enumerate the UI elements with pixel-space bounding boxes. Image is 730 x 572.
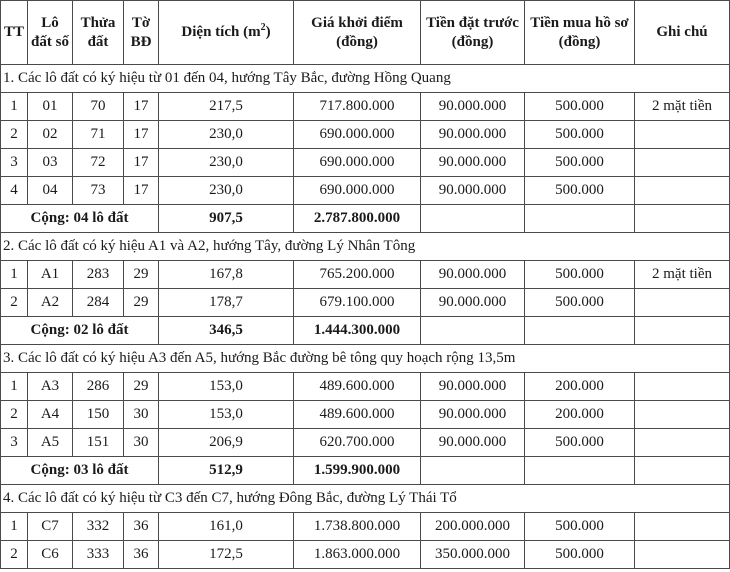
cell-deposit: 90.000.000 (421, 93, 525, 121)
cell-lot: C7 (28, 513, 73, 541)
table-row (1, 429, 730, 457)
cell-deposit: 350.000.000 (421, 541, 525, 569)
cell-start-price: 489.600.000 (294, 401, 421, 429)
cell-area: 161,0 (159, 513, 294, 541)
cell-parcel: 284 (73, 289, 124, 317)
cell-note: 2 mặt tiền (635, 261, 730, 289)
total-deposit-empty (421, 457, 525, 485)
cell-start-price: 1.863.000.000 (294, 541, 421, 569)
section-title: 4. Các lô đất có ký hiệu từ C3 đến C7, hướng Đông Bắc, đường Lý Thái Tổ (1, 485, 730, 513)
total-deposit-empty (421, 317, 525, 345)
cell-lot: C6 (28, 541, 73, 569)
cell-deposit: 90.000.000 (421, 261, 525, 289)
header-start-price: Giá khởi điểm (đồng) (294, 1, 421, 65)
cell-map-sheet: 17 (124, 121, 159, 149)
table-row (1, 513, 730, 541)
table-row (1, 261, 730, 289)
cell-dossier-fee: 500.000 (525, 177, 635, 205)
cell-parcel: 151 (73, 429, 124, 457)
cell-note (635, 149, 730, 177)
section-title: 2. Các lô đất có ký hiệu A1 và A2, hướng Tây, đường Lý Nhân Tông (1, 233, 730, 261)
cell-area: 217,5 (159, 93, 294, 121)
table-row (1, 289, 730, 317)
cell-dossier-fee: 500.000 (525, 121, 635, 149)
section-header-row (1, 65, 730, 93)
total-fee-empty (525, 317, 635, 345)
cell-lot: 04 (28, 177, 73, 205)
cell-parcel: 150 (73, 401, 124, 429)
total-price: 1.599.900.000 (294, 457, 421, 485)
header-map-sheet: Tờ BĐ (124, 1, 159, 65)
cell-note (635, 401, 730, 429)
cell-parcel: 73 (73, 177, 124, 205)
table-row (1, 121, 730, 149)
cell-lot: 02 (28, 121, 73, 149)
cell-area: 178,7 (159, 289, 294, 317)
cell-map-sheet: 30 (124, 401, 159, 429)
cell-tt: 1 (1, 93, 28, 121)
cell-note (635, 513, 730, 541)
total-row (1, 457, 730, 485)
cell-note (635, 541, 730, 569)
cell-tt: 3 (1, 429, 28, 457)
cell-dossier-fee: 500.000 (525, 93, 635, 121)
cell-deposit: 90.000.000 (421, 121, 525, 149)
cell-map-sheet: 29 (124, 261, 159, 289)
total-price: 1.444.300.000 (294, 317, 421, 345)
cell-parcel: 71 (73, 121, 124, 149)
total-area: 907,5 (159, 205, 294, 233)
cell-tt: 2 (1, 289, 28, 317)
header-note: Ghi chú (635, 1, 730, 65)
cell-deposit: 90.000.000 (421, 289, 525, 317)
cell-dossier-fee: 500.000 (525, 289, 635, 317)
cell-deposit: 90.000.000 (421, 401, 525, 429)
cell-map-sheet: 36 (124, 541, 159, 569)
cell-parcel: 72 (73, 149, 124, 177)
cell-map-sheet: 17 (124, 93, 159, 121)
total-deposit-empty (421, 205, 525, 233)
cell-dossier-fee: 200.000 (525, 373, 635, 401)
header-area-sup: 2 (260, 22, 266, 33)
total-note-empty (635, 317, 730, 345)
cell-dossier-fee: 500.000 (525, 149, 635, 177)
cell-lot: 01 (28, 93, 73, 121)
header-dossier-fee: Tiền mua hồ sơ (đồng) (525, 1, 635, 65)
section-header-row (1, 485, 730, 513)
section-header-row (1, 233, 730, 261)
cell-tt: 1 (1, 373, 28, 401)
cell-start-price: 679.100.000 (294, 289, 421, 317)
cell-start-price: 1.738.800.000 (294, 513, 421, 541)
total-note-empty (635, 205, 730, 233)
total-row (1, 205, 730, 233)
cell-lot: A3 (28, 373, 73, 401)
cell-parcel: 70 (73, 93, 124, 121)
header-parcel: Thửa đất (73, 1, 124, 65)
cell-dossier-fee: 500.000 (525, 429, 635, 457)
cell-deposit: 90.000.000 (421, 429, 525, 457)
cell-area: 230,0 (159, 177, 294, 205)
cell-start-price: 690.000.000 (294, 177, 421, 205)
cell-parcel: 286 (73, 373, 124, 401)
cell-parcel: 332 (73, 513, 124, 541)
cell-note (635, 121, 730, 149)
total-price: 2.787.800.000 (294, 205, 421, 233)
cell-map-sheet: 30 (124, 429, 159, 457)
cell-start-price: 489.600.000 (294, 373, 421, 401)
section-title: 1. Các lô đất có ký hiệu từ 01 đến 04, hướng Tây Bắc, đường Hồng Quang (1, 65, 730, 93)
total-label: Cộng: 02 lô đất (1, 317, 159, 345)
total-note-empty (635, 457, 730, 485)
cell-deposit: 90.000.000 (421, 373, 525, 401)
cell-lot: A2 (28, 289, 73, 317)
header-area-close: ) (265, 24, 271, 40)
cell-deposit: 200.000.000 (421, 513, 525, 541)
cell-tt: 2 (1, 541, 28, 569)
cell-dossier-fee: 500.000 (525, 261, 635, 289)
cell-area: 230,0 (159, 121, 294, 149)
cell-parcel: 283 (73, 261, 124, 289)
cell-map-sheet: 36 (124, 513, 159, 541)
header-lot-no: Lô đất số (28, 1, 73, 65)
header-deposit: Tiền đặt trước (đồng) (421, 1, 525, 65)
header-area-text: Diện tích (m (181, 24, 261, 40)
cell-area: 153,0 (159, 401, 294, 429)
table-row (1, 373, 730, 401)
cell-map-sheet: 29 (124, 289, 159, 317)
total-label: Cộng: 03 lô đất (1, 457, 159, 485)
total-fee-empty (525, 205, 635, 233)
cell-area: 172,5 (159, 541, 294, 569)
total-row (1, 317, 730, 345)
total-fee-empty (525, 457, 635, 485)
table-row (1, 401, 730, 429)
cell-tt: 2 (1, 401, 28, 429)
section-title: 3. Các lô đất có ký hiệu A3 đến A5, hướng Bắc đường bê tông quy hoạch rộng 13,5m (1, 345, 730, 373)
cell-start-price: 620.700.000 (294, 429, 421, 457)
cell-map-sheet: 29 (124, 373, 159, 401)
cell-start-price: 717.800.000 (294, 93, 421, 121)
cell-area: 206,9 (159, 429, 294, 457)
section-header-row (1, 345, 730, 373)
cell-area: 153,0 (159, 373, 294, 401)
cell-deposit: 90.000.000 (421, 177, 525, 205)
cell-tt: 2 (1, 121, 28, 149)
cell-dossier-fee: 500.000 (525, 513, 635, 541)
table-row (1, 177, 730, 205)
cell-lot: 03 (28, 149, 73, 177)
cell-dossier-fee: 200.000 (525, 401, 635, 429)
total-label: Cộng: 04 lô đất (1, 205, 159, 233)
cell-dossier-fee: 500.000 (525, 541, 635, 569)
header-row (1, 1, 730, 65)
cell-area: 230,0 (159, 149, 294, 177)
table-row (1, 541, 730, 569)
cell-note (635, 289, 730, 317)
cell-start-price: 765.200.000 (294, 261, 421, 289)
cell-note: 2 mặt tiền (635, 93, 730, 121)
header-area (159, 1, 294, 65)
total-area: 512,9 (159, 457, 294, 485)
header-tt: TT (1, 1, 28, 65)
cell-lot: A4 (28, 401, 73, 429)
cell-lot: A1 (28, 261, 73, 289)
table-row (1, 149, 730, 177)
table-body (1, 65, 730, 569)
cell-start-price: 690.000.000 (294, 121, 421, 149)
cell-tt: 4 (1, 177, 28, 205)
cell-lot: A5 (28, 429, 73, 457)
cell-note (635, 177, 730, 205)
cell-area: 167,8 (159, 261, 294, 289)
cell-tt: 3 (1, 149, 28, 177)
cell-note (635, 373, 730, 401)
cell-parcel: 333 (73, 541, 124, 569)
cell-map-sheet: 17 (124, 177, 159, 205)
cell-map-sheet: 17 (124, 149, 159, 177)
total-area: 346,5 (159, 317, 294, 345)
table-row (1, 93, 730, 121)
cell-deposit: 90.000.000 (421, 149, 525, 177)
cell-note (635, 429, 730, 457)
cell-start-price: 690.000.000 (294, 149, 421, 177)
cell-tt: 1 (1, 261, 28, 289)
cell-tt: 1 (1, 513, 28, 541)
